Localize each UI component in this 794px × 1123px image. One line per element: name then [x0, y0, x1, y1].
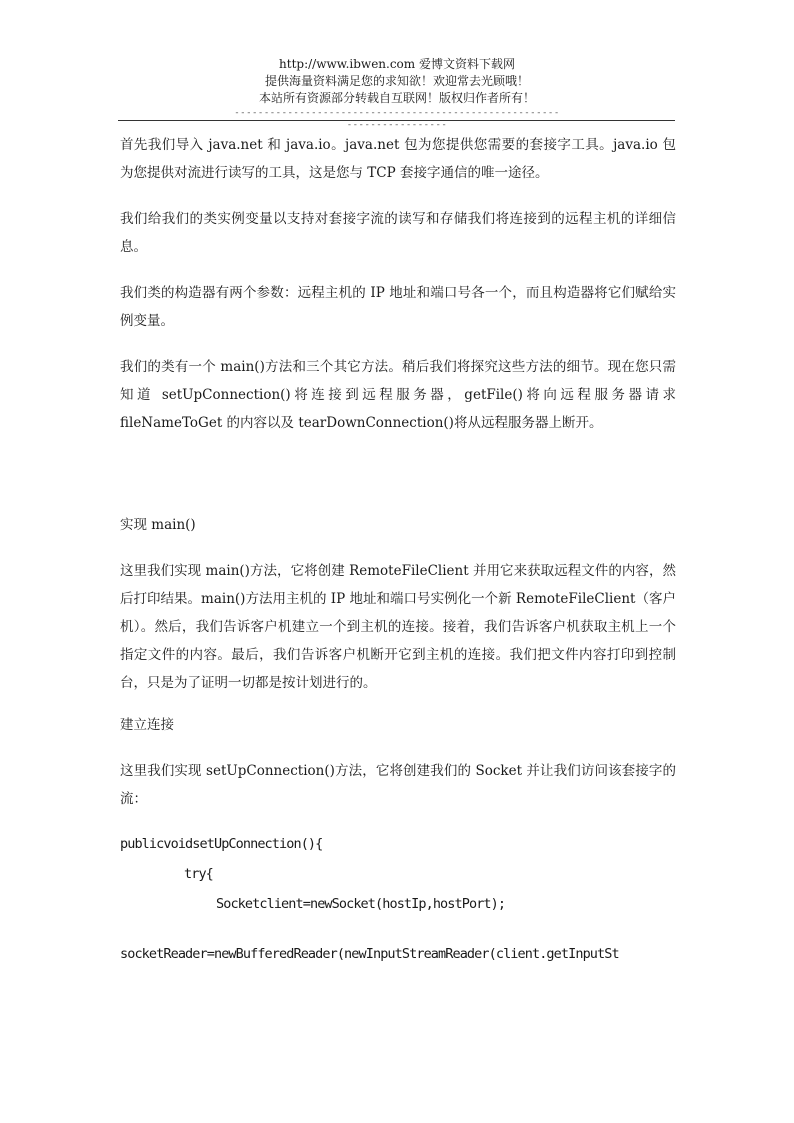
code-line-socket: Socketclient=newSocket(hostIp,hostPort); [216, 896, 506, 912]
code-line-try: try{ [184, 866, 213, 882]
header-tagline: 提供海量资料满足您的求知欲！欢迎常去光顾哦！ [264, 74, 529, 88]
document-body [120, 131, 676, 969]
paragraph-imports: 首先我们导入 java.net 和 java.io。java.net 包为您提供您需要的套接字工具。java.io 包为您提供对流进行读写的工具，这是您与 TCP 套接字通信的唯一途径。 [120, 137, 676, 181]
code-line-method-signature: publicvoidsetUpConnection(){ [120, 836, 323, 852]
paragraph-constructor: 我们类的构造器有两个参数：远程主机的 IP 地址和端口号各一个，而且构造器将它们赋给实例变量。 [120, 285, 676, 329]
header-rule [118, 120, 675, 121]
header-url-line: http://www.ibwen.com 爱博文资料下载网 [279, 57, 515, 71]
code-line-socket-reader: socketReader=newBufferedReader(newInputStreamReader(client.getInputSt [120, 946, 619, 962]
paragraph-methods: 我们的类有一个 main()方法和三个其它方法。稍后我们将探究这些方法的细节。现在您只需知道 setUpConnection()将连接到远程服务器，getFile()将向远程服务器请求 fileNameToGet 的内容以及 tearDownConnection()将从远程服务器上断开。 [120, 359, 676, 431]
paragraph-main-impl: 这里我们实现 main()方法，它将创建 RemoteFileClient 并用它来获取远程文件的内容，然后打印结果。main()方法用主机的 IP 地址和端口号实例化一个新 RemoteFileClient（客户机）。然后，我们告诉客户机建立一个到主机的连接。接着，我们告诉客户机获取主机上一个指定文件的内容。最后，我们告诉客户机断开它到主机的连接。我们把文件内容打印到控制台，只是为了证明一切都是按计划进行的。 [120, 563, 676, 691]
section-heading-main: 实现 main() [120, 517, 196, 533]
section-heading-connection: 建立连接 [120, 717, 174, 733]
paragraph-instance-variables: 我们给我们的类实例变量以支持对套接字流的读写和存储我们将连接到的远程主机的详细信息。 [120, 211, 676, 255]
paragraph-setup-connection: 这里我们实现 setUpConnection()方法，它将创建我们的 Socket 并让我们访问该套接字的流： [120, 763, 676, 807]
header-dashed-separator: ------------------------------------------------------------------------ [234, 108, 560, 130]
page-header [0, 56, 794, 130]
header-copyright-note: 本站所有资源部分转载自互联网！版权归作者所有！ [258, 91, 535, 105]
